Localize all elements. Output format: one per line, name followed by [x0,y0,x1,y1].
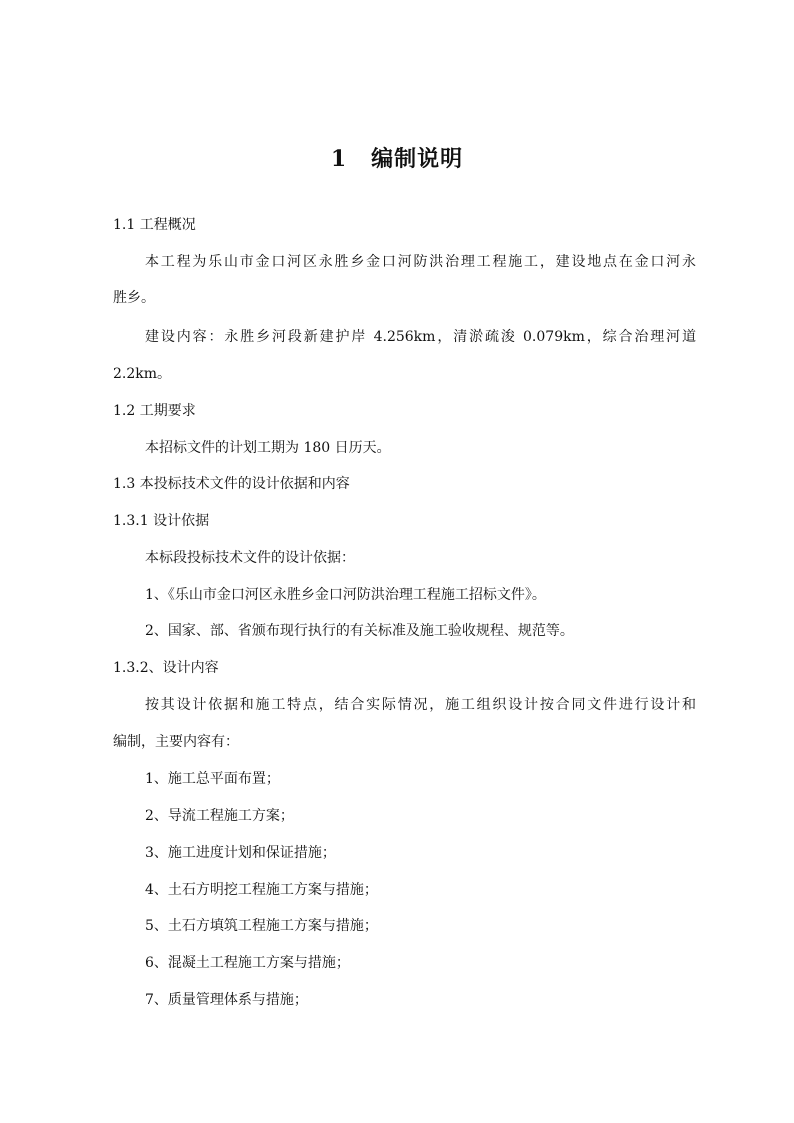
paragraph-design-basis: 本标段投标技术文件的设计依据： [145,550,355,566]
list-item-design-basis-2: 2、国家、部、省颁布现行执行的有关标准及施工验收规程、规范等。 [145,623,574,639]
heading-1-3: 1.3 本投标技术文件的设计依据和内容 [113,476,350,492]
list-item: 6、混凝土工程施工方案与措施； [145,955,350,971]
paragraph-construction-content-line1: 建设内容：永胜乡河段新建护岸 4.256km，清淤疏浚 0.079km，综合治理河道 [145,329,696,345]
paragraph-design-content-line1: 按其设计依据和施工特点，结合实际情况，施工组织设计按合同文件进行设计和 [145,697,696,713]
list-item: 3、施工进度计划和保证措施； [145,845,336,861]
list-item: 1、施工总平面布置； [145,771,280,787]
list-item: 5、土石方填筑工程施工方案与措施； [145,918,378,934]
list-item-design-basis-1: 1、《乐山市金口河区永胜乡金口河防洪治理工程施工招标文件》。 [145,587,546,603]
heading-1-1: 1.1 工程概况 [113,217,196,233]
paragraph-project-overview-line2: 胜乡。 [113,290,155,306]
heading-1-2: 1.2 工期要求 [113,403,196,419]
paragraph-schedule: 本招标文件的计划工期为 180 日历天。 [145,440,391,456]
heading-1-3-1: 1.3.1 设计依据 [113,513,210,529]
paragraph-construction-content-line2: 2.2km。 [113,366,172,382]
heading-1-3-2: 1.3.2、设计内容 [113,660,219,676]
paragraph-design-content-line2: 编制，主要内容有： [113,734,239,750]
list-item: 7、质量管理体系与措施； [145,992,308,1008]
paragraph-project-overview-line1: 本工程为乐山市金口河区永胜乡金口河防洪治理工程施工，建设地点在金口河永 [145,254,696,270]
list-item: 2、导流工程施工方案； [145,808,294,824]
title-text: 编制说明 [371,146,464,172]
page-title [0,142,794,173]
list-item: 4、土石方明挖工程施工方案与措施； [145,882,378,898]
title-number: 1 [330,146,348,172]
